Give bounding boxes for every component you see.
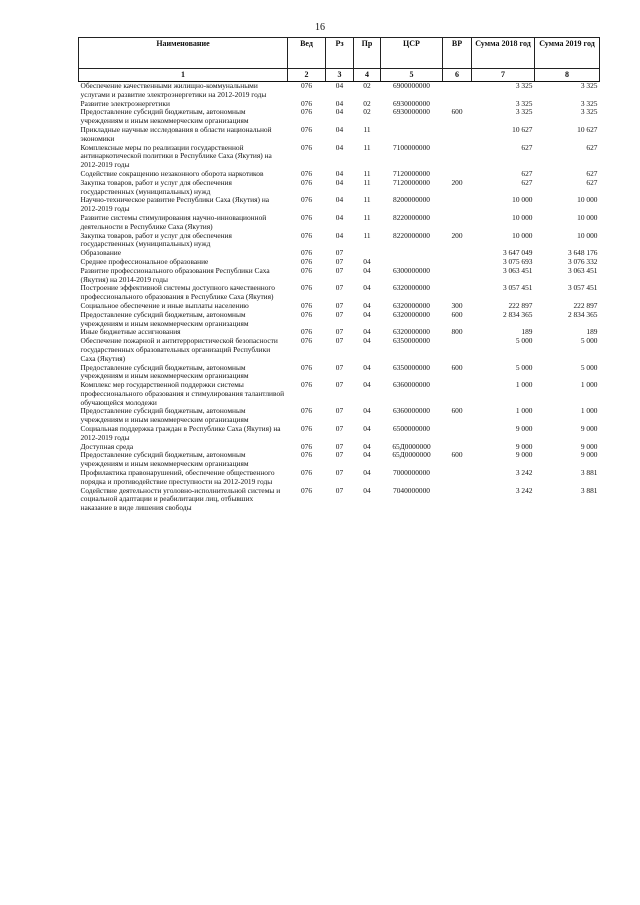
row-sum-2019: 9 000 <box>580 441 598 451</box>
row-sum-2018: 222 897 <box>508 300 533 310</box>
page-number: 16 <box>315 22 325 33</box>
row-ved: 076 <box>300 168 313 178</box>
row-rz: 07 <box>335 406 344 416</box>
row-csr: 6900000000 <box>393 81 430 90</box>
row-csr: 65Д0000000 <box>392 441 431 451</box>
row-sum-2018: 627 <box>521 142 533 152</box>
row-sum-2018: 9 000 <box>515 441 533 451</box>
row-ved: 076 <box>300 256 313 266</box>
row-pr: 11 <box>363 230 371 240</box>
row-sum-2018: 2 834 365 <box>502 309 533 319</box>
row-pr: 04 <box>363 424 371 434</box>
row-csr: 8220000000 <box>393 230 430 240</box>
row-rz: 07 <box>335 468 344 478</box>
row-pr: 04 <box>363 468 371 478</box>
row-vr <box>443 381 472 407</box>
row-ved: 076 <box>300 468 313 478</box>
header-rz: Рз <box>326 38 354 69</box>
row-sum-2019: 1 000 <box>580 380 598 390</box>
row-sum-2019: 5 000 <box>580 362 598 372</box>
row-name: Научно-техническое развитие Республики Саха (Якутия) на 2012-2019 годы <box>80 195 270 214</box>
row-pr: 04 <box>363 485 371 495</box>
row-pr: 11 <box>363 177 371 187</box>
row-pr: 04 <box>363 283 371 293</box>
row-sum-2018: 627 <box>521 177 533 187</box>
row-name: Комплекс мер государственной поддержки системы профессионального образования и стимулирования талантливой обучающейся молодежи <box>80 380 285 407</box>
row-sum-2018: 5 000 <box>515 336 533 346</box>
row-ved: 076 <box>300 336 313 346</box>
row-sum-2018: 5 000 <box>515 362 533 372</box>
row-ved: 076 <box>300 142 313 152</box>
row-csr: 7120000000 <box>393 177 430 187</box>
table-row <box>79 267 600 285</box>
column-number: 5 <box>381 69 443 82</box>
row-vr: 600 <box>451 362 463 372</box>
row-sum-2018: 3 057 451 <box>502 283 533 293</box>
row-rz: 07 <box>335 424 344 434</box>
row-csr: 6500000000 <box>393 424 430 434</box>
row-name: Предоставление субсидий бюджетным, автономным учреждениям и иным некоммерческим организациям <box>80 107 249 126</box>
table-row <box>79 311 600 329</box>
row-ved: 076 <box>300 248 313 258</box>
row-rz: 04 <box>335 177 344 187</box>
row-ved: 076 <box>300 450 313 460</box>
row-csr: 8200000000 <box>393 195 430 205</box>
row-csr: 6360000000 <box>393 406 430 416</box>
row-pr: 11 <box>363 195 371 205</box>
row-vr <box>443 196 472 214</box>
row-sum-2019: 627 <box>586 142 598 152</box>
row-sum-2019: 222 897 <box>573 300 598 310</box>
row-csr: 6300000000 <box>393 265 430 275</box>
row-pr: 11 <box>363 142 371 152</box>
row-rz: 04 <box>335 168 344 178</box>
row-vr: 300 <box>451 300 463 310</box>
row-name: Развитие системы стимулирования научно-инновационной деятельности в Республике Саха (Якутия) <box>80 212 267 231</box>
row-sum-2018: 3 325 <box>515 98 533 108</box>
row-name: Образование <box>80 248 122 258</box>
header-csr: ЦСР <box>381 38 443 69</box>
table-row <box>79 126 600 144</box>
row-ved: 076 <box>300 124 313 134</box>
row-ved: 076 <box>300 283 313 293</box>
row-ved: 076 <box>300 81 313 90</box>
row-name: Прикладные научные исследования в области национальной экономики <box>80 124 272 143</box>
row-csr <box>381 249 443 258</box>
row-rz: 04 <box>335 81 344 90</box>
row-rz: 04 <box>335 230 344 240</box>
row-sum-2018: 3 063 451 <box>502 265 533 275</box>
row-vr <box>443 487 472 513</box>
header-pr: Пр <box>354 38 381 69</box>
row-ved: 076 <box>300 406 313 416</box>
row-pr: 04 <box>363 265 371 275</box>
row-sum-2018: 10 000 <box>512 195 533 205</box>
row-sum-2019: 5 000 <box>580 336 598 346</box>
row-name: Предоставление субсидий бюджетным, автономным учреждениям и иным некоммерческим организациям <box>80 406 249 425</box>
row-name: Доступная среда <box>80 441 134 451</box>
row-sum-2019: 627 <box>586 168 598 178</box>
row-sum-2018: 10 000 <box>512 212 533 222</box>
row-rz: 07 <box>335 441 344 451</box>
row-rz: 04 <box>335 107 344 117</box>
column-number: 6 <box>443 69 472 82</box>
row-name: Комплексные меры по реализации государственной антинаркотической политики в Республике Саха (Якутия) на 2012-2019 годы <box>80 142 272 170</box>
row-csr: 6320000000 <box>393 327 430 337</box>
row-name: Иные бюджетные ассигнования <box>80 327 181 337</box>
row-pr: 11 <box>363 124 371 134</box>
table-row <box>79 144 600 170</box>
row-name: Среднее профессиональное образование <box>80 256 209 266</box>
row-vr <box>443 425 472 443</box>
row-ved: 076 <box>300 380 313 390</box>
column-number: 2 <box>288 69 326 82</box>
budget-table <box>78 37 600 513</box>
row-ved: 076 <box>300 230 313 240</box>
row-ved: 076 <box>300 309 313 319</box>
row-sum-2019: 10 627 <box>577 124 598 134</box>
row-pr: 04 <box>363 406 371 416</box>
row-vr <box>443 469 472 487</box>
row-csr: 6350000000 <box>393 336 430 346</box>
row-vr: 600 <box>451 406 463 416</box>
row-name: Закупка товаров, работ и услуг для обеспечения государственных (муниципальных) нужд <box>80 230 232 249</box>
row-ved: 076 <box>300 424 313 434</box>
row-sum-2019: 3 325 <box>580 81 598 90</box>
row-ved: 076 <box>300 212 313 222</box>
row-csr: 65Д0000000 <box>392 450 431 460</box>
column-number: 1 <box>79 69 288 82</box>
row-rz: 04 <box>335 98 344 108</box>
header-vr: ВР <box>443 38 472 69</box>
row-ved: 076 <box>300 485 313 495</box>
row-csr: 7000000000 <box>393 468 430 478</box>
row-name: Предоставление субсидий бюджетным, автономным учреждениям и иным некоммерческим организациям <box>80 309 249 328</box>
row-vr <box>443 249 472 258</box>
row-sum-2018: 1 000 <box>515 406 533 416</box>
row-sum-2018: 9 000 <box>515 424 533 434</box>
table-row <box>79 108 600 126</box>
row-vr <box>443 82 472 100</box>
row-pr: 04 <box>363 256 371 266</box>
row-rz: 04 <box>335 212 344 222</box>
row-csr: 7120000000 <box>393 168 430 178</box>
row-rz: 07 <box>335 380 344 390</box>
row-name: Обеспечение пожарной и антитеррористической безопасности государственных образовательных организаций Республики Саха (Якутия) <box>80 336 278 363</box>
row-ved: 076 <box>300 195 313 205</box>
header-name: Наименование <box>79 38 288 69</box>
row-sum-2019: 189 <box>586 327 598 337</box>
row-name: Построение эффективной системы доступного качественного профессионального образования в Республике Саха (Якутия) <box>80 283 275 302</box>
row-sum-2019: 3 881 <box>580 485 598 495</box>
row-rz: 07 <box>335 336 344 346</box>
row-sum-2018: 9 000 <box>515 450 533 460</box>
row-name: Социальная поддержка граждан в Республике Саха (Якутия) на 2012-2019 годы <box>80 424 281 442</box>
row-rz: 07 <box>335 265 344 275</box>
row-sum-2019: 3 881 <box>580 468 598 478</box>
row-pr: 02 <box>363 98 371 108</box>
row-rz: 07 <box>335 256 344 266</box>
row-vr <box>443 284 472 302</box>
row-sum-2019: 627 <box>586 177 598 187</box>
row-ved: 076 <box>300 98 313 108</box>
header-ved: Вед <box>288 38 326 69</box>
row-ved: 076 <box>300 177 313 187</box>
row-sum-2018: 1 000 <box>515 380 533 390</box>
row-name: Социальное обеспечение и иные выплаты населению <box>80 300 249 310</box>
row-name: Развитие профессионального образования Республики Саха (Якутия) на 2014-2019 годы <box>80 265 270 284</box>
row-rz: 07 <box>335 300 344 310</box>
row-vr <box>443 258 472 267</box>
row-sum-2018: 3 325 <box>515 81 533 90</box>
row-rz: 07 <box>335 248 344 258</box>
row-name: Содействие деятельности уголовно-исполнительной системы и социальной адаптации и реабилитации лиц, отбывших наказание в виде лишения свободы <box>80 485 281 513</box>
row-name: Предоставление субсидий бюджетным, автономным учреждениям и иным некоммерческим организациям <box>80 450 249 469</box>
row-name: Предоставление субсидий бюджетным, автономным учреждениям и иным некоммерческим организациям <box>80 362 249 381</box>
row-sum-2019: 3 325 <box>580 98 598 108</box>
row-ved: 076 <box>300 107 313 117</box>
table-row <box>79 284 600 302</box>
row-pr: 04 <box>363 300 371 310</box>
row-sum-2019: 10 000 <box>577 212 598 222</box>
row-vr: 800 <box>451 327 463 337</box>
table-row <box>79 469 600 487</box>
row-pr: 11 <box>363 212 371 222</box>
row-ved: 076 <box>300 300 313 310</box>
column-number: 8 <box>535 69 600 82</box>
column-number: 4 <box>354 69 381 82</box>
table-row <box>79 82 600 100</box>
row-sum-2019: 10 000 <box>577 195 598 205</box>
row-sum-2019: 2 834 365 <box>567 309 598 319</box>
row-name: Профилактика правонарушений, обеспечение общественного порядка и противодействие преступности на 2012-2019 годы <box>80 468 275 486</box>
row-rz: 07 <box>335 485 344 495</box>
table-row <box>79 337 600 363</box>
row-csr: 6350000000 <box>393 362 430 372</box>
row-vr: 600 <box>451 450 463 460</box>
row-rz: 07 <box>335 309 344 319</box>
table-row <box>79 179 600 197</box>
row-sum-2018: 627 <box>521 168 533 178</box>
row-sum-2018: 10 627 <box>512 124 533 134</box>
row-csr: 7100000000 <box>393 142 430 152</box>
table-row <box>79 451 600 469</box>
header-sum-2018: Сумма 2018 год <box>472 38 535 69</box>
row-rz: 07 <box>335 362 344 372</box>
row-vr <box>443 267 472 285</box>
row-vr: 600 <box>451 309 463 319</box>
table-header-row <box>79 38 600 69</box>
row-vr <box>443 144 472 170</box>
row-sum-2018: 3 325 <box>515 107 533 117</box>
row-vr: 200 <box>451 230 463 240</box>
row-sum-2018: 3 647 049 <box>502 248 533 258</box>
row-pr: 11 <box>363 168 371 178</box>
row-ved: 076 <box>300 327 313 337</box>
column-number: 3 <box>326 69 354 82</box>
row-sum-2018: 189 <box>521 327 533 337</box>
table-row <box>79 364 600 382</box>
row-rz: 07 <box>335 450 344 460</box>
row-pr: 02 <box>363 107 371 117</box>
table-row <box>79 425 600 443</box>
row-csr: 6930000000 <box>393 98 430 108</box>
row-sum-2019: 3 076 332 <box>567 256 598 266</box>
row-csr: 6320000000 <box>393 309 430 319</box>
row-csr: 6320000000 <box>393 283 430 293</box>
row-pr: 04 <box>363 441 371 451</box>
row-sum-2019: 3 063 451 <box>567 265 598 275</box>
row-sum-2019: 1 000 <box>580 406 598 416</box>
row-sum-2019: 9 000 <box>580 424 598 434</box>
table-row <box>79 214 600 232</box>
table-row <box>79 232 600 250</box>
row-csr: 8220000000 <box>393 212 430 222</box>
column-number: 7 <box>472 69 535 82</box>
column-number-row <box>79 69 600 82</box>
row-sum-2018: 3 242 <box>515 468 533 478</box>
row-pr: 04 <box>363 380 371 390</box>
row-ved: 076 <box>300 265 313 275</box>
row-pr: 04 <box>363 450 371 460</box>
row-vr <box>443 214 472 232</box>
row-rz: 07 <box>335 283 344 293</box>
row-vr <box>443 337 472 363</box>
row-name: Обеспечение качественными жилищно-коммунальными услугами и развитие электроэнергетики на 2012-2019 годы <box>80 81 267 99</box>
row-pr: 04 <box>363 362 371 372</box>
table-row <box>79 487 600 513</box>
row-pr: 04 <box>363 336 371 346</box>
row-csr: 6930000000 <box>393 107 430 117</box>
row-name: Содействие сокращению незаконного оборота наркотиков <box>80 168 264 178</box>
row-rz: 04 <box>335 195 344 205</box>
row-sum-2019: 3 325 <box>580 107 598 117</box>
row-vr <box>443 126 472 144</box>
row-sum-2018: 3 242 <box>515 485 533 495</box>
row-name: Развитие электроэнергетики <box>80 98 170 108</box>
row-sum-2019: 3 057 451 <box>567 283 598 293</box>
table-row <box>79 196 600 214</box>
row-sum-2018: 10 000 <box>512 230 533 240</box>
row-csr <box>381 126 443 144</box>
row-sum-2019: 3 648 176 <box>567 248 598 258</box>
row-ved: 076 <box>300 362 313 372</box>
row-rz: 04 <box>335 124 344 134</box>
row-ved: 076 <box>300 441 313 451</box>
row-vr: 200 <box>451 177 463 187</box>
row-csr: 6360000000 <box>393 380 430 390</box>
row-rz: 04 <box>335 142 344 152</box>
table-row <box>79 381 600 407</box>
row-csr: 7040000000 <box>393 485 430 495</box>
table-body <box>79 82 600 514</box>
row-sum-2019: 9 000 <box>580 450 598 460</box>
table-row <box>79 407 600 425</box>
row-pr: 04 <box>363 327 371 337</box>
row-csr: 6320000000 <box>393 300 430 310</box>
row-vr: 600 <box>451 107 463 117</box>
row-pr: 04 <box>363 309 371 319</box>
row-sum-2018: 3 075 693 <box>502 256 533 266</box>
row-pr: 02 <box>363 81 371 90</box>
header-sum-2019: Сумма 2019 год <box>535 38 600 69</box>
row-sum-2019: 10 000 <box>577 230 598 240</box>
row-name: Закупка товаров, работ и услуг для обеспечения государственных (муниципальных) нужд <box>80 177 232 196</box>
row-rz: 07 <box>335 327 344 337</box>
